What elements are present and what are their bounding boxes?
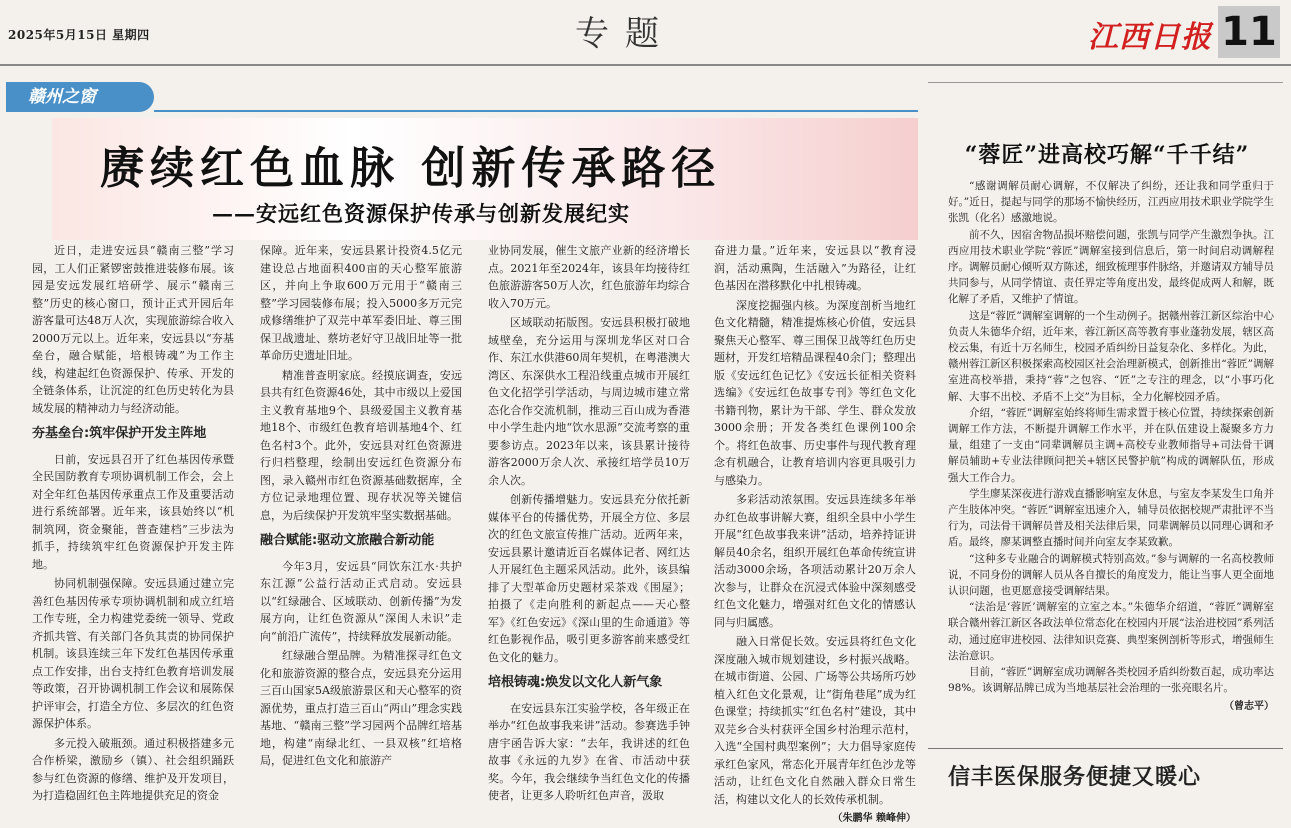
paragraph: 多元投入破瓶颈。通过积极搭建多元合作桥梁，激励乡（镇）、社会组织踊跃参与红色资源的修缮、维护及开发项目，为打造稳固红色主阵地提供充足的资金 — [32, 736, 234, 802]
side-article-top-rule — [928, 82, 1283, 83]
side-article-divider — [928, 748, 1283, 749]
column-tag-rule — [154, 110, 918, 112]
paragraph: 奋进力量。”近年来，安远县以“教育浸润，活动熏陶，生活融入”为路径，让红色基因在潜移默化中扎根铸魂。 — [714, 244, 916, 292]
paragraph: 这是“蓉匠”调解室调解的一个生动例子。据赣州蓉江新区综治中心负责人朱德华介绍，近年来，蓉江新区高等教育事业蓬勃发展，辖区高校云集，有近十万名师生，校园矛盾纠纷日益复杂化、多样化。为此，赣州蓉江新区积极探索高校园区社会治理新模式，创新推出“蓉匠”调解室进高校举措，秉持“蓉”之包容、“匠”之专注的理念，以“小事巧化解、大事不出校、矛盾不上交”为目标，全力化解校园矛盾。 — [948, 309, 1274, 403]
paragraph: 区域联动拓版图。安远县积极打破地域壁垒，充分运用与深圳龙华区对口合作、东江水供港60周年契机，在粤港澳大湾区、东深供水工程沿线重点城市开展红色文化招学引学活动，与周边城市建立常态化合作交流机制，推动三百山成为香港中小学生赴内地“饮水思源”交流考察的重要参访点。2023年以来，该县累计接待游客2000万余人次、承接红培学员10万余人次。 — [488, 316, 690, 487]
paragraph: “这种多专业融合的调解模式特别高效。”参与调解的一名高校教师说，不同身份的调解人员从各自擅长的角度发力，能让当事人更全面地认识问题，也更愿意接受调解结果。 — [948, 552, 1274, 598]
paragraph: 保障。近年来，安远县累计投资4.5亿元建设总占地面积400亩的天心整军旅游区，并向上争取600万元用于“赣南三整”学习园装修布展；投入5000多万元完成修缮维护了双芫中革军委旧址、尊三围保卫战遗址、蔡坊老好守卫战旧址等一批革命历史遗址旧址。 — [260, 244, 462, 362]
side-article-title: “蓉匠”进高校巧解“千千结” — [964, 142, 1250, 168]
paragraph: 介绍，“蓉匠”调解室始终将师生需求置于核心位置，持续探索创新调解工作方法，不断提升调解工作水平，并在队伍建设上凝聚多方力量，组建了一支由“同辈调解员主调+高校专业教师指导+司法骨干调解员辅助+专业法律顾问把关+辖区民警护航”构成的调解队伍，形成强大工作合力。 — [948, 406, 1274, 484]
paragraph: 深度挖掘强内核。为深度剖析当地红色文化精髓，精准提炼核心价值，安远县聚焦天心整军、尊三围保卫战等红色历史题材，开发红培精品课程40余门；整理出版《安远红色记忆》《安远长征相关资料选编》《安远红色故事专刊》等红色文化书籍刊物，累计为干部、学生、群众发放3000余册；开发各类红色课例100余个。将红色故事、历史事件与现代教育理念有机融合，让教育培训内容更具吸引力与感染力。 — [714, 298, 916, 487]
paragraph: 在安远县东江实验学校，各年级正在举办“红色故事我来讲”活动。参赛选手钟唐宇函告诉大家：“去年，我讲述的红色故事《永远的九岁》在省、市活动中获奖。今年，我会继续争当红色文化的传播使者，让更多人聆听红色声音，汲取 — [488, 701, 690, 802]
column-tag: 赣州之窗 — [6, 82, 154, 112]
next-article-title: 信丰医保服务便捷又暖心 — [948, 764, 1202, 790]
paragraph: 目前，“蓉匠”调解室成功调解各类校园矛盾纠纷数百起，成功率达98%。该调解品牌已成为当地基层社会治理的一张亮眼名片。 — [948, 666, 1274, 695]
section-heading: 融合赋能:驱动文旅融合新动能 — [260, 533, 435, 548]
article-byline: （朱鹏华 赖峰伸） — [832, 813, 916, 824]
newspaper-logo: 江西日报 — [1088, 20, 1212, 55]
paragraph: 红绿融合塑品牌。为精准探寻红色文化和旅游资源的整合点，安远县充分运用三百山国家5A级旅游景区和天心整军的资源优势，重点打造三百山“两山”理念实践基地、“赣南三整”学习园两个品牌红培基地，构建“南绿北红、一县双核”红培格局，促进红色文化和旅游产 — [260, 649, 462, 767]
masthead-divider — [0, 64, 1291, 66]
article-column-3 — [488, 242, 690, 807]
page-number: 11 — [1218, 6, 1280, 58]
paragraph: 近日，走进安远县“赣南三整”学习园，工人们正紧锣密鼓推进装修布展。该园是安远发展红培研学、展示“赣南三整”历史的核心窗口，预计正式开园后年游客量可达48万人次，实现旅游综合收入2000万元以上。近年来，安远县以“夯基垒台，融合赋能，培根铸魂”为工作主线，构建起红色资源保护、传承、开发的全链条体系，让沉淀的红色历史转化为县域发展的精神动力与经济动能。 — [32, 244, 234, 415]
paragraph: 日前，安远县召开了红色基因传承暨全民国防教育专项协调机制工作会，会上对全年红色基因传承重点工作及重要活动进行系统部署。近年来，该县始终以“机制筑网，资金聚能，普查建档”三步法为抓手，持续筑牢红色资源保护开发主阵地。 — [32, 452, 234, 571]
side-article-byline: （曾志平） — [1224, 700, 1274, 712]
paragraph: 多彩活动浓氛围。安远县连续多年举办红色故事讲解大赛，组织全县中小学生开展“红色故事我来讲”活动，培养持证讲解员40余名，组织开展红色革命传统宣讲活动3000余场，各项活动累计20万余人次参与，让群众在沉浸式体验中深刻感受红色文化魅力，增强对红色文化的情感认同与归属感。 — [714, 493, 916, 629]
paragraph: 创新传播增魅力。安远县充分依托新媒体平台的传播优势，开展全方位、多层次的红色文旅宣传推广活动。近两年来，安远县累计邀请近百名媒体记者、网红达人开展红色主题采风活动。此外，该县编排了大型革命历史题材采茶戏《围屋》；拍摄了《走向胜利的新起点——天心整军》《红色安远》《深山里的生命通道》等红色影视作品，吸引更多游客前来感受红色文化的魅力。 — [488, 493, 690, 664]
paragraph: 精准普查明家底。经摸底调查，安远县共有红色资源46处，其中市级以上爱国主义教育基地9个、县级爱国主义教育基地18个、市级红色教育培训基地4个、红色名村3个。此外，安远县对红色资源进行归档整理，绘制出安远红色资源分布图，录入赣州市红色资源基础数据库，全方位记录地理位置、现存状况等关键信息，为后续保护开发筑牢坚实数据基础。 — [260, 368, 462, 522]
article-subheadline: ——安远红色资源保护传承与创新发展纪实 — [212, 201, 630, 226]
masthead — [0, 0, 1291, 66]
paragraph: 学生廖某深夜进行游戏直播影响室友休息，与室友李某发生口角并产生肢体冲突。“蓉匠”调解室迅速介入，辅导员依据校规严肃批评不当行为，司法骨干调解员普及相关法律后果，同辈调解员以同理心调和矛盾。最终，廖某调整直播时间并向室友李某致歉。 — [948, 487, 1274, 549]
article-column-4 — [714, 242, 916, 828]
section-heading: 夯基垒台:筑牢保护开发主阵地 — [32, 426, 207, 441]
paragraph: “感谢调解员耐心调解，不仅解决了纠纷，还让我和同学重归于好。”近日，提起与同学的那场不愉快经历，江西应用技术职业学院学生张凯（化名）感激地说。 — [948, 180, 1274, 225]
paragraph: “法治是‘蓉匠’调解室的立室之本。”朱德华介绍道，“蓉匠”调解室联合赣州蓉江新区各政法单位常态化在校园内开展“法治进校园”系列活动，通过庭审进校园、法律知识竞赛、典型案例剖析等形式，增强师生法治意识。 — [948, 601, 1274, 662]
article-column-2 — [260, 242, 462, 772]
paragraph: 今年3月，安远县“同饮东江水·共护东江源”公益行活动正式启动。安远县以“红绿融合、区域联动、创新传播”为发展方向，让红色资源从“深闺人未识”走向“前沿广流传”，持续释放发展新动能。 — [260, 559, 462, 643]
issue-date: 2025年5月15日 星期四 — [8, 28, 150, 42]
paragraph: 协同机制强保障。安远县通过建立完善红色基因传承专项协调机制和成立红培工作专班，全力构建党委统一领导、党政齐抓共管、有关部门各负其责的协同保护机制。该县连续三年下发红色基因传承重点工作安排，出台支持红色教育培训发展等政策，召开协调机制工作会议和展陈保护评审会，打造全方位、多层次的红色资源保护体系。 — [32, 577, 234, 730]
paragraph: 前不久，因宿舍物品损坏赔偿问题，张凯与同学产生激烈争执。江西应用技术职业学院“蓉匠”调解室接到信息后，第一时间启动调解程序。调解员耐心倾听双方陈述，细致梳理事件脉络，并邀请双方辅导员共同参与，从同学情谊、责任界定等角度出发，最终促成两人和解，既化解了矛盾，又维护了情谊。 — [948, 228, 1274, 306]
paragraph: 业协同发展，催生文旅产业新的经济增长点。2021年至2024年，该县年均接待红色旅游游客50万人次，红色旅游年均综合收入70万元。 — [488, 244, 690, 310]
section-heading: 培根铸魂:焕发以文化人新气象 — [488, 675, 663, 690]
article-column-1 — [32, 242, 234, 807]
section-title: 专题 — [575, 14, 675, 54]
side-article-body — [948, 178, 1274, 715]
paragraph: 融入日常促长效。安远县将红色文化深度融入城市规划建设，乡村振兴战略。在城市街道、公园、广场等公共场所巧妙植入红色文化景观，让“街角巷尾”成为红色课堂；持续抓实“红色名村”建设，其中双芫乡合头村获评全国乡村治理示范村，入选“全国村典型案例”；大力倡导家庭传承红色家风，常态化开展青年红色沙龙等活动，让红色文化自然融入群众日常生活，构建以文化人的长效传承机制。 — [714, 635, 916, 806]
article-headline: 赓续红色血脉 创新传承路径 — [100, 143, 722, 194]
